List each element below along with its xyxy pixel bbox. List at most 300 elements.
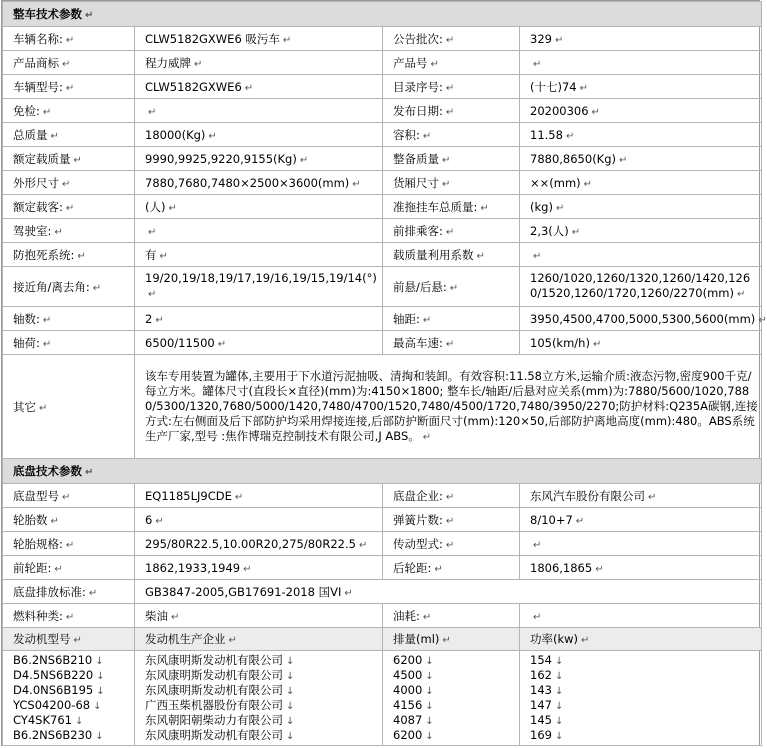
line-break-mark-icon: ↓ <box>425 731 434 742</box>
cell-text: 轴荷: <box>13 335 40 350</box>
cell-text: 前排乘客: <box>393 223 443 238</box>
table-row <box>3 556 762 580</box>
return-mark-icon: ↵ <box>234 491 244 503</box>
cell-text: 20200306 <box>530 103 589 118</box>
cell-text: 底盘排放标准: <box>13 584 86 599</box>
engine-list-item <box>145 653 382 668</box>
return-mark-icon: ↵ <box>171 611 180 623</box>
cell-text: 轴数: <box>13 311 40 326</box>
engine-value: 东风康明斯发动机有限公司 <box>145 653 283 667</box>
return-mark-icon: ↵ <box>449 282 459 294</box>
cell-text: 轴距: <box>393 311 420 326</box>
engine-list-item <box>530 698 761 713</box>
engine-value: 145 <box>530 713 552 727</box>
cell-text: (人) <box>145 199 166 214</box>
field-value <box>520 99 762 123</box>
field-label <box>3 75 135 99</box>
line-break-mark-icon: ↓ <box>554 686 564 697</box>
return-mark-icon: ↵ <box>42 106 52 118</box>
return-mark-icon: ↵ <box>54 563 63 575</box>
engine-list-item <box>13 683 134 698</box>
engine-value: 4156 <box>393 698 423 712</box>
engine-list-item <box>393 653 519 668</box>
return-mark-icon: ↵ <box>555 202 565 214</box>
field-value <box>135 267 383 307</box>
cell-text: 底盘技术参数 <box>13 464 82 478</box>
return-mark-icon: ↵ <box>581 635 590 646</box>
field-value <box>135 484 383 508</box>
field-value <box>520 484 762 508</box>
field-label <box>383 556 520 580</box>
engine-list-row <box>3 651 762 746</box>
return-mark-icon: ↵ <box>480 202 489 214</box>
table-row-emission <box>3 580 762 604</box>
return-mark-icon: ↵ <box>442 635 451 646</box>
cell-text: ××(mm) <box>530 175 581 190</box>
field-label <box>3 243 135 267</box>
engine-list-item <box>393 683 519 698</box>
table-row <box>3 51 762 75</box>
engine-list-item <box>145 668 382 683</box>
return-mark-icon: ↵ <box>50 515 59 527</box>
engine-value: 169 <box>530 728 552 742</box>
field-value <box>135 51 383 75</box>
field-label <box>3 171 135 195</box>
cell-text: 车辆名称: <box>13 31 63 46</box>
return-mark-icon: ↵ <box>88 587 98 599</box>
return-mark-icon: ↵ <box>159 250 168 262</box>
field-label <box>383 267 520 307</box>
cell-text: 2,3(人) <box>530 223 569 238</box>
column-header <box>3 628 135 651</box>
field-label <box>383 331 520 355</box>
field-value <box>520 331 762 355</box>
engine-value: 4087 <box>393 713 423 727</box>
return-mark-icon: ↵ <box>155 314 164 326</box>
cell-text: 产品号 <box>393 55 428 70</box>
field-label <box>383 243 520 267</box>
engine-value: 143 <box>530 683 552 697</box>
engine-list-item <box>145 728 382 743</box>
cell-text: 3950,4500,4700,5000,5300,5600(mm) <box>530 311 756 326</box>
engine-value: 东风康明斯发动机有限公司 <box>145 668 283 682</box>
return-mark-icon: ↵ <box>422 130 432 142</box>
cell-text: 105(km/h) <box>530 335 590 350</box>
cell-text: 最高车速: <box>393 335 443 350</box>
engine-value: 4500 <box>393 668 423 682</box>
field-label <box>383 484 520 508</box>
field-value <box>135 195 383 219</box>
cell-text: 接近角/离去角: <box>13 279 90 294</box>
cell-text: 功率(kw) <box>530 632 579 646</box>
cell-text: CLW5182GXWE6 <box>145 79 242 94</box>
return-mark-icon: ↵ <box>352 178 361 190</box>
cell-text: 其它 <box>13 399 36 414</box>
return-mark-icon: ↵ <box>77 250 86 262</box>
cell-text: 1260/1020,1260/1320,1260/1420,1260/1520,1260/1720,1260/2270(mm) <box>530 271 751 300</box>
cell-text: 油耗: <box>393 608 420 623</box>
field-value <box>520 532 762 556</box>
table-row <box>3 219 762 243</box>
engine-value: 东风康明斯发动机有限公司 <box>145 728 283 742</box>
column-header <box>383 628 520 651</box>
engine-value: 6200 <box>393 728 423 742</box>
return-mark-icon: ↵ <box>282 34 292 46</box>
return-mark-icon: ↵ <box>442 178 451 190</box>
field-label <box>3 532 135 556</box>
cell-text: 程力威牌 <box>145 55 191 70</box>
field-value <box>520 508 762 532</box>
return-mark-icon: ↵ <box>445 34 455 46</box>
field-value <box>135 99 383 123</box>
cell-text: 免检: <box>13 103 40 118</box>
field-value <box>520 267 762 307</box>
line-break-mark-icon: ↓ <box>425 686 434 697</box>
field-value <box>520 171 762 195</box>
cell-text: 额定载客: <box>13 199 63 214</box>
return-mark-icon: ↵ <box>65 82 75 94</box>
engine-value: B6.2NS6B210 <box>13 653 93 667</box>
cell-text: EQ1185LJ9CDE <box>145 488 232 503</box>
table-row-other <box>3 355 762 459</box>
field-label <box>383 307 520 331</box>
field-label <box>3 556 135 580</box>
return-mark-icon: ↵ <box>217 338 227 350</box>
return-mark-icon: ↵ <box>445 539 455 551</box>
field-value <box>520 27 762 51</box>
cell-text: 柴油 <box>145 608 168 623</box>
engine-list-item <box>530 728 761 743</box>
field-label <box>383 147 520 171</box>
return-mark-icon: ↵ <box>445 106 455 118</box>
return-mark-icon: ↵ <box>758 314 767 326</box>
return-mark-icon: ↵ <box>344 587 353 599</box>
return-mark-icon: ↵ <box>243 563 252 575</box>
field-value <box>135 508 383 532</box>
field-value <box>135 219 383 243</box>
cell-text: 产品商标 <box>13 55 59 70</box>
table-row <box>3 508 762 532</box>
return-mark-icon: ↵ <box>445 82 455 94</box>
cell-text: 车辆型号: <box>13 79 63 94</box>
cell-text: 前悬/后悬: <box>393 279 447 294</box>
line-break-mark-icon: ↓ <box>93 701 102 712</box>
return-mark-icon: ↵ <box>85 467 94 478</box>
return-mark-icon: ↵ <box>422 314 432 326</box>
engine-list-item <box>13 653 134 668</box>
table-row <box>3 123 762 147</box>
table-row <box>3 243 762 267</box>
line-break-mark-icon: ↓ <box>95 656 104 667</box>
line-break-mark-icon: ↓ <box>286 656 295 667</box>
return-mark-icon: ↵ <box>571 226 581 238</box>
engine-value: D4.5NS6B220 <box>13 668 94 682</box>
return-mark-icon: ↵ <box>736 289 746 300</box>
engine-value: 4000 <box>393 683 423 697</box>
field-value <box>135 532 383 556</box>
table-row-fuel <box>3 604 762 628</box>
return-mark-icon: ↵ <box>65 202 75 214</box>
engine-value: 6200 <box>393 653 423 667</box>
field-label <box>3 195 135 219</box>
field-value <box>520 51 762 75</box>
field-label <box>3 508 135 532</box>
cell-text: 准拖挂车总质量: <box>393 199 478 214</box>
field-label <box>3 27 135 51</box>
field-label <box>383 171 520 195</box>
line-break-mark-icon: ↓ <box>554 671 564 682</box>
column-header <box>135 628 383 651</box>
return-mark-icon: ↵ <box>208 130 217 142</box>
engine-list-item <box>530 653 761 668</box>
column-header <box>520 628 762 651</box>
line-break-mark-icon: ↓ <box>554 716 564 727</box>
field-value <box>520 75 762 99</box>
field-label <box>3 580 135 604</box>
cell-text: 整备质量 <box>393 151 439 166</box>
return-mark-icon: ↵ <box>575 515 585 527</box>
field-label <box>383 99 520 123</box>
return-mark-icon: ↵ <box>554 34 564 46</box>
return-mark-icon: ↵ <box>50 130 59 142</box>
return-mark-icon: ↵ <box>39 402 48 414</box>
line-break-mark-icon: ↓ <box>286 731 295 742</box>
field-label <box>3 219 135 243</box>
field-value <box>135 580 762 604</box>
cell-text: 货厢尺寸 <box>393 175 439 190</box>
cell-text: 该车专用装置为罐体,主要用于下水道污泥抽吸、清掏和装卸。有效容积:11.58立方米,运输介质:液态污物,密度900千克/每立方米。罐体尺寸(直段长×直径)(mm)为:4150×1800; 整车长/轴距/后悬对应关系(mm)为:7880/5600/1020,7880/5300/1320,7680/5000/1420,7480/4700/1520,7480/4500/1720,7480/3950/2270;防护材料:Q235A碳钢,连接方式:左右侧面及后下部防护均采用焊接连接,后部防护断面尺寸(mm):120×50,后部防护离地高度(mm):480。ABS系统生产厂家,型号 :焦作博瑞克控制技术有限公司,J ABS。 <box>145 368 758 443</box>
table-row <box>3 267 762 307</box>
line-break-mark-icon: ↓ <box>286 716 295 727</box>
return-mark-icon: ↵ <box>579 82 588 94</box>
return-mark-icon: ↵ <box>533 611 542 623</box>
field-label <box>3 355 135 459</box>
return-mark-icon: ↵ <box>422 611 432 623</box>
field-value <box>520 243 762 267</box>
field-value <box>520 147 762 171</box>
table-row <box>3 307 762 331</box>
return-mark-icon: ↵ <box>592 338 602 350</box>
field-value <box>135 147 383 171</box>
field-label <box>383 532 520 556</box>
return-mark-icon: ↵ <box>445 338 455 350</box>
table-row <box>3 75 762 99</box>
cell-text: 目录序号: <box>393 79 443 94</box>
return-mark-icon: ↵ <box>92 282 102 294</box>
cell-text: 1806,1865 <box>530 560 593 575</box>
cell-text: 轮胎数 <box>13 512 48 527</box>
cell-text: 驾驶室: <box>13 223 52 238</box>
table-row <box>3 532 762 556</box>
field-value <box>135 556 383 580</box>
line-break-mark-icon: ↓ <box>286 701 295 712</box>
table-row <box>3 331 762 355</box>
cell-text: 容积: <box>393 127 420 142</box>
field-value <box>135 171 383 195</box>
cell-text: 有 <box>145 247 157 262</box>
return-mark-icon: ↵ <box>434 563 443 575</box>
table-row <box>3 195 762 219</box>
return-mark-icon: ↵ <box>244 82 254 94</box>
field-value <box>135 75 383 99</box>
cell-text: 轮胎规格: <box>13 536 63 551</box>
field-value <box>135 123 383 147</box>
line-break-mark-icon: ↓ <box>286 686 295 697</box>
cell-text: 11.58 <box>530 127 563 142</box>
cell-text: 295/80R22.5,10.00R20,275/80R22.5 <box>145 536 356 551</box>
return-mark-icon: ↵ <box>168 202 177 214</box>
engine-list-item <box>145 698 382 713</box>
field-label <box>3 484 135 508</box>
cell-text: 燃料种类: <box>13 608 63 623</box>
engine-value: 东风朝阳朝柴动力有限公司 <box>145 713 283 727</box>
line-break-mark-icon: ↓ <box>425 671 434 682</box>
engine-value: 154 <box>530 653 552 667</box>
field-label <box>383 508 520 532</box>
engine-value: B6.2NS6B230 <box>13 728 93 742</box>
engine-value: 东风康明斯发动机有限公司 <box>145 683 283 697</box>
cell-text: 8/10+7 <box>530 512 573 527</box>
return-mark-icon: ↵ <box>62 58 71 70</box>
return-mark-icon: ↵ <box>442 154 451 166</box>
engine-list-item <box>13 713 134 728</box>
field-label <box>383 75 520 99</box>
field-value <box>520 556 762 580</box>
return-mark-icon: ↵ <box>148 289 157 300</box>
return-mark-icon: ↵ <box>54 226 63 238</box>
cell-text: 后轮距: <box>393 560 432 575</box>
field-label <box>3 99 135 123</box>
field-value <box>135 604 383 628</box>
line-break-mark-icon: ↓ <box>554 731 564 742</box>
return-mark-icon: ↵ <box>565 130 575 142</box>
return-mark-icon: ↵ <box>591 106 600 118</box>
return-mark-icon: ↵ <box>194 58 203 70</box>
cell-text: 9990,9925,9220,9155(Kg) <box>145 151 297 166</box>
return-mark-icon: ↵ <box>533 539 542 551</box>
return-mark-icon: ↵ <box>595 563 604 575</box>
field-label <box>3 123 135 147</box>
return-mark-icon: ↵ <box>62 491 71 503</box>
return-mark-icon: ↵ <box>358 539 368 551</box>
engine-list-item <box>530 713 761 728</box>
engine-list-item <box>13 698 134 713</box>
field-label <box>3 51 135 75</box>
cell-text: 底盘企业: <box>393 488 443 503</box>
field-label <box>383 27 520 51</box>
cell-text: (十七)74 <box>530 79 577 94</box>
engine-list-item <box>393 668 519 683</box>
return-mark-icon: ↵ <box>65 539 75 551</box>
cell-text: 发布日期: <box>393 103 443 118</box>
field-label <box>3 331 135 355</box>
line-break-mark-icon: ↓ <box>96 671 105 682</box>
engine-models-cell <box>3 651 135 746</box>
return-mark-icon: ↵ <box>42 314 52 326</box>
line-break-mark-icon: ↓ <box>96 686 105 697</box>
cell-text: 载质量利用系数 <box>393 247 474 262</box>
field-label <box>383 219 520 243</box>
engine-list-item <box>145 713 382 728</box>
table-row <box>3 484 762 508</box>
return-mark-icon: ↵ <box>445 491 455 503</box>
return-mark-icon: ↵ <box>533 58 542 70</box>
line-break-mark-icon: ↓ <box>425 716 434 727</box>
table-row <box>3 147 762 171</box>
return-mark-icon: ↵ <box>533 250 542 262</box>
line-break-mark-icon: ↓ <box>554 701 564 712</box>
cell-text: 额定载质量 <box>13 151 71 166</box>
return-mark-icon: ↵ <box>445 515 455 527</box>
cell-text: 7880,7680,7480×2500×3600(mm) <box>145 175 350 190</box>
return-mark-icon: ↵ <box>648 491 657 503</box>
field-label <box>3 147 135 171</box>
cell-text: 发动机生产企业 <box>145 632 226 646</box>
field-label <box>383 51 520 75</box>
engine-value: CY4SK761 <box>13 713 72 727</box>
return-mark-icon: ↵ <box>148 226 157 238</box>
return-mark-icon: ↵ <box>228 635 237 646</box>
return-mark-icon: ↵ <box>476 250 485 262</box>
return-mark-icon: ↵ <box>445 226 455 238</box>
cell-text: 底盘型号 <box>13 488 59 503</box>
cell-text: 18000(Kg) <box>145 127 206 142</box>
vehicle-spec-sheet <box>1 0 767 746</box>
return-mark-icon: ↵ <box>155 515 164 527</box>
line-break-mark-icon: ↓ <box>554 656 564 667</box>
cell-text: CLW5182GXWE6 吸污车 <box>145 31 280 46</box>
line-break-mark-icon: ↓ <box>74 716 84 727</box>
table-row <box>3 27 762 51</box>
engine-list-item <box>13 728 134 743</box>
section-title <box>3 459 762 484</box>
table-row <box>3 171 762 195</box>
field-label <box>3 267 135 307</box>
return-mark-icon: ↵ <box>73 154 82 166</box>
cell-text: 19/20,19/18,19/17,19/16,19/15,19/14(°) <box>145 271 377 285</box>
cell-text: (kg) <box>530 199 553 214</box>
cell-text: 前轮距: <box>13 560 52 575</box>
engine-power-cell <box>520 651 762 746</box>
cell-text: 329 <box>530 31 552 46</box>
engine-list-item <box>393 698 519 713</box>
cell-text: 发动机型号 <box>13 632 71 646</box>
engine-value: D4.0NS6B195 <box>13 683 94 697</box>
engine-makers-cell <box>135 651 383 746</box>
field-label <box>3 307 135 331</box>
cell-text: 弹簧片数: <box>393 512 443 527</box>
return-mark-icon: ↵ <box>73 635 82 646</box>
cell-text: 1862,1933,1949 <box>145 560 241 575</box>
cell-text: GB3847-2005,GB17691-2018 国VI <box>145 584 342 599</box>
field-value <box>520 195 762 219</box>
return-mark-icon: ↵ <box>422 431 432 443</box>
line-break-mark-icon: ↓ <box>425 701 434 712</box>
field-label <box>383 195 520 219</box>
cell-text: 7880,8650(Kg) <box>530 151 617 166</box>
other-description <box>135 355 762 459</box>
line-break-mark-icon: ↓ <box>425 656 434 667</box>
cell-text: 传动型式: <box>393 536 443 551</box>
engine-value: YCS04200-68 <box>13 698 91 712</box>
cell-text: 防抱死系统: <box>13 247 75 262</box>
field-value <box>520 604 762 628</box>
return-mark-icon: ↵ <box>619 154 628 166</box>
spec-table <box>2 1 767 746</box>
engine-value: 162 <box>530 668 552 682</box>
engine-value: 广西玉柴机器股份有限公司 <box>145 698 283 712</box>
engine-value: 147 <box>530 698 552 712</box>
